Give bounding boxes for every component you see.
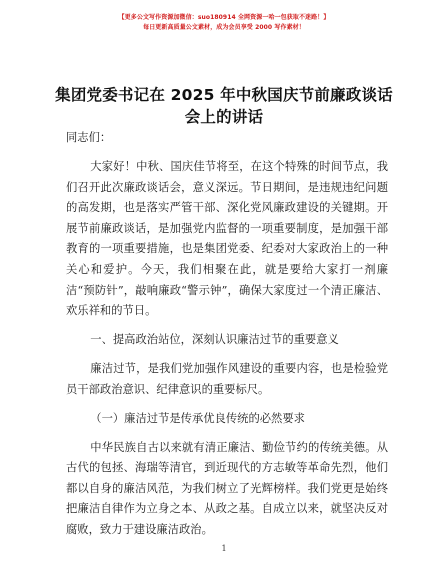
paragraph-opening: 大家好！中秋、国庆佳节将至，在这个特殊的时间节点，我们召开此次廉政谈话会，意义深远。节日期间，是违规违纪问题的高发期，也是落实严管干部、深化党风廉政建设的关键期。开展节前廉政谈话，是加强党内监督的一项重要制度，是加强干部教育的一项重要措施，也是集团党委、纪委对大家政治上的一种关心和爱护。今天，我们相聚在此，就是要给大家打一剂廉洁“预防针”，敲响廉政“警示钟”，确保大家度过一个清正廉洁、欢乐祥和的节日。 (66, 159, 388, 318)
salutation: 同志们： (66, 131, 112, 144)
promo-banner-line-1: 【更多公文写作资源加微信：suo180914 全网资源一哈一包获取不迷路！】 (118, 14, 330, 21)
section-heading-1: 一、提高政治站位，深刻认识廉洁过节的重要意义 (90, 333, 339, 347)
page-number: 1 (221, 544, 227, 553)
promo-banner (0, 13, 448, 33)
subsection-heading-1: （一）廉洁过节是传承优良传统的必然要求 (90, 411, 305, 425)
document-body (66, 128, 388, 549)
promo-banner-line-2: 每日更新高质量公文素材，成为会员享受 2000 写作素材！ (143, 24, 305, 31)
document-title: 集团党委书记在 2025 年中秋国庆节前廉政谈话会上的讲话 (55, 86, 393, 126)
paragraph-subsection-1: 中华民族自古以来就有清正廉洁、勤俭节约的传统美德。从古代的包拯、海瑞等清官，到近现代的方志敏等革命先烈，他们都以自身的廉洁风范，为我们树立了光辉榜样。我们党更是始终把廉洁自律作为立身之本、从政之基。自成立以来，就坚决反对腐败，致力于建设廉洁政治。 (66, 440, 388, 537)
paragraph-section-1: 廉洁过节，是我们党加强作风建设的重要内容，也是检验党员干部政治意识、纪律意识的重要标尺。 (66, 362, 388, 396)
